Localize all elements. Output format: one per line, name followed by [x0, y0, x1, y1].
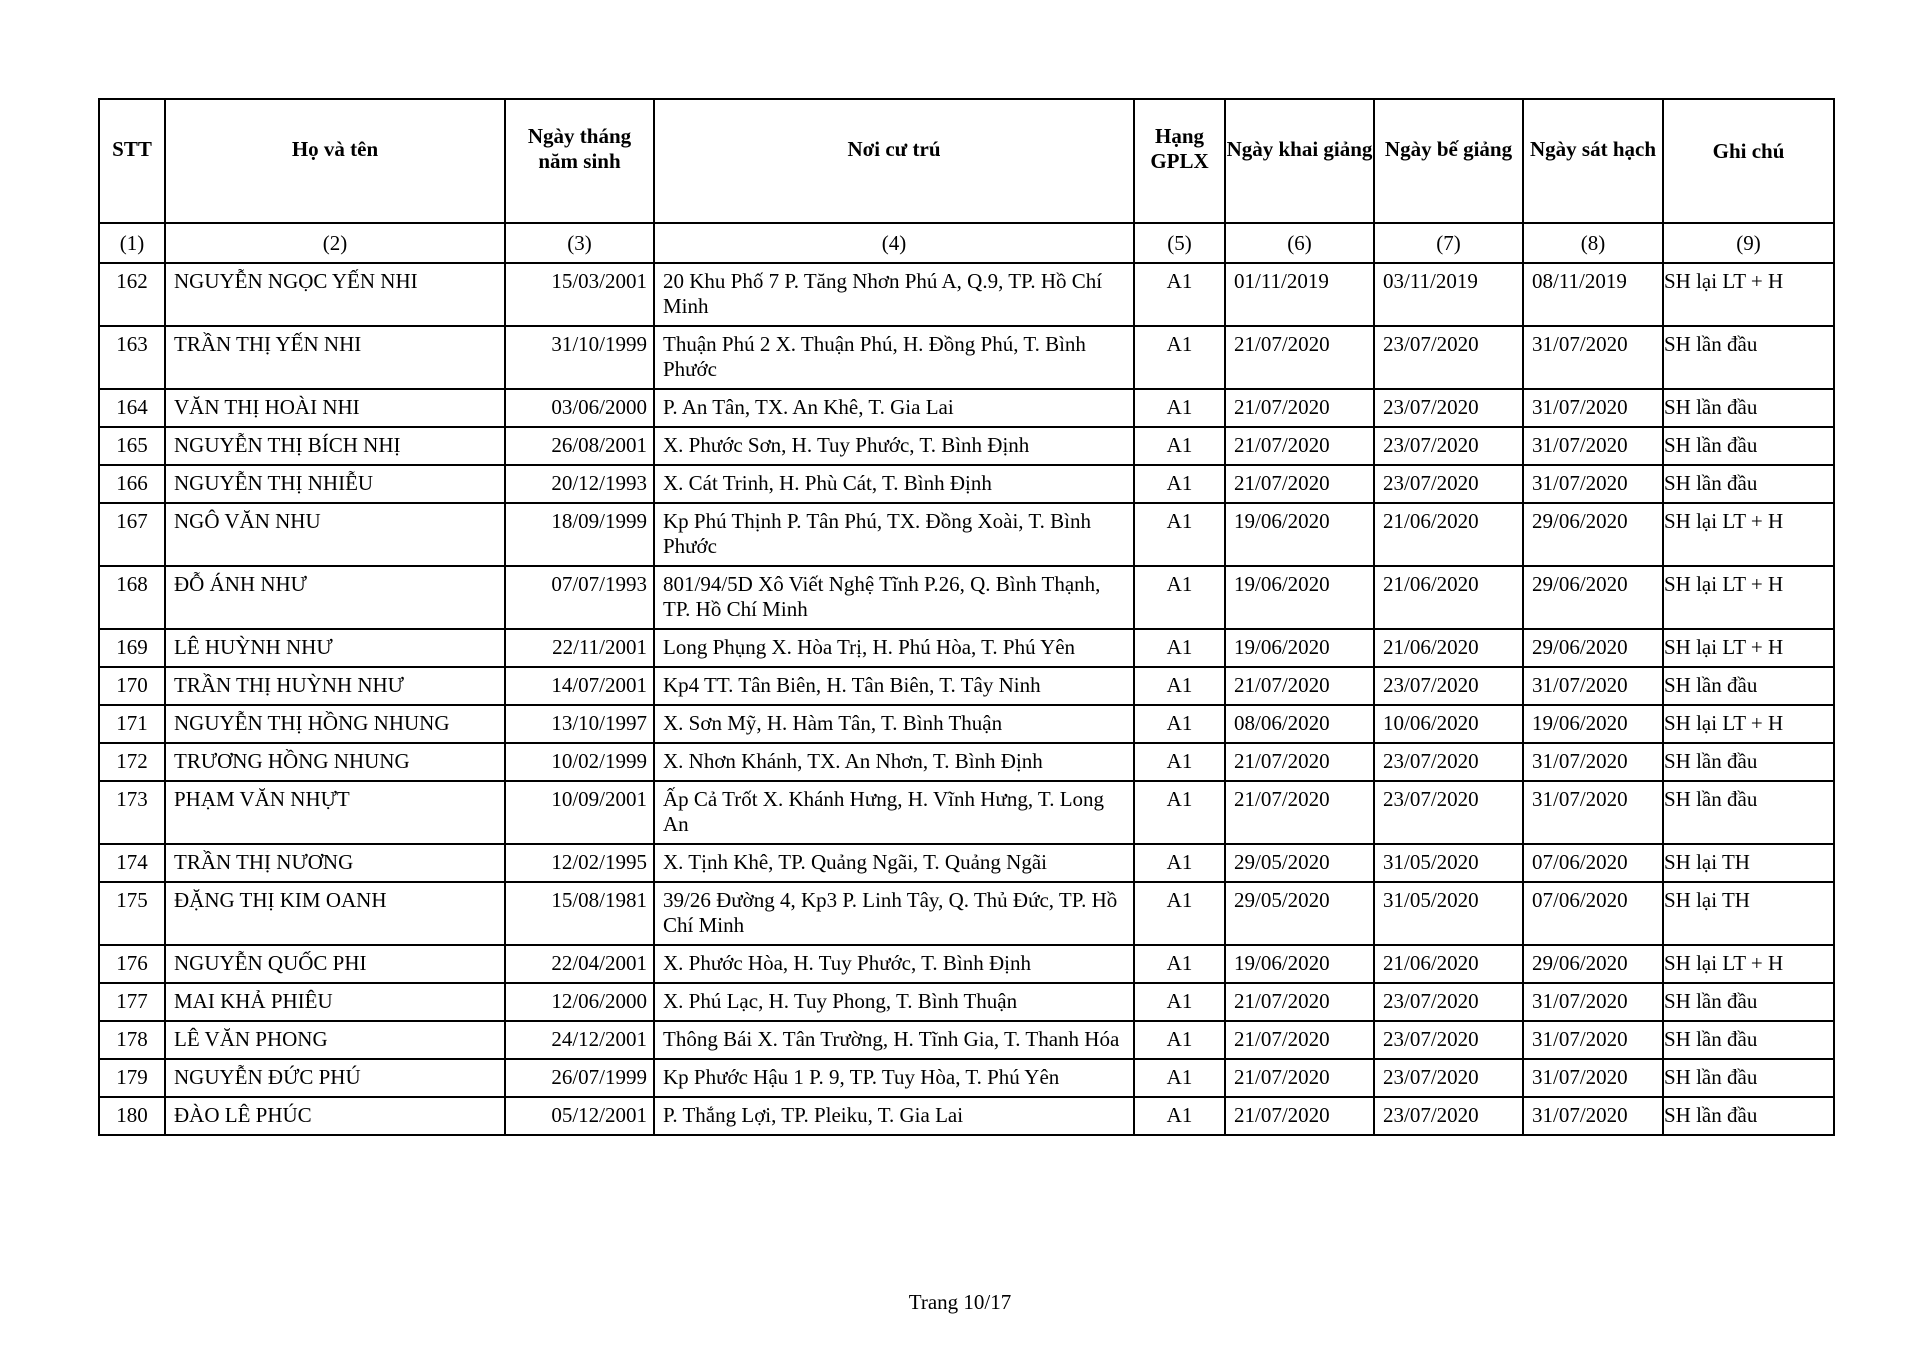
end-date-cell: 23/07/2020	[1374, 465, 1523, 503]
address-cell: X. Sơn Mỹ, H. Hàm Tân, T. Bình Thuận	[654, 705, 1134, 743]
start-date-cell: 01/11/2019	[1225, 263, 1374, 326]
license-class-cell: A1	[1134, 465, 1225, 503]
license-class-cell: A1	[1134, 705, 1225, 743]
exam-date-cell: 29/06/2020	[1523, 566, 1663, 629]
dob-cell: 22/11/2001	[505, 629, 654, 667]
license-class-cell: A1	[1134, 983, 1225, 1021]
end-date-cell: 21/06/2020	[1374, 945, 1523, 983]
dob-cell: 26/08/2001	[505, 427, 654, 465]
start-date-cell: 19/06/2020	[1225, 566, 1374, 629]
end-date-cell: 23/07/2020	[1374, 667, 1523, 705]
name-cell: LÊ HUỲNH NHƯ	[165, 629, 505, 667]
license-class-cell: A1	[1134, 427, 1225, 465]
note-cell: SH lại LT + H	[1663, 263, 1834, 326]
exam-date-cell: 31/07/2020	[1523, 389, 1663, 427]
dob-cell: 20/12/1993	[505, 465, 654, 503]
license-class-cell: A1	[1134, 503, 1225, 566]
start-date-cell: 08/06/2020	[1225, 705, 1374, 743]
address-cell: 20 Khu Phố 7 P. Tăng Nhơn Phú A, Q.9, TP. Hồ Chí Minh	[654, 263, 1134, 326]
column-number: (1)	[99, 223, 165, 263]
table-row	[99, 465, 1834, 503]
start-date-cell: 19/06/2020	[1225, 629, 1374, 667]
address-cell: Long Phụng X. Hòa Trị, H. Phú Hòa, T. Phú Yên	[654, 629, 1134, 667]
table-row	[99, 844, 1834, 882]
note-cell: SH lại LT + H	[1663, 945, 1834, 983]
address-cell: X. Phước Hòa, H. Tuy Phước, T. Bình Định	[654, 945, 1134, 983]
column-number-row	[99, 223, 1834, 263]
dob-cell: 12/06/2000	[505, 983, 654, 1021]
stt-cell: 173	[99, 781, 165, 844]
dob-cell: 18/09/1999	[505, 503, 654, 566]
table-row	[99, 1097, 1834, 1135]
end-date-cell: 23/07/2020	[1374, 326, 1523, 389]
note-cell: SH lại TH	[1663, 882, 1834, 945]
license-class-cell: A1	[1134, 1097, 1225, 1135]
end-date-cell: 31/05/2020	[1374, 844, 1523, 882]
exam-date-cell: 31/07/2020	[1523, 465, 1663, 503]
start-date-cell: 21/07/2020	[1225, 743, 1374, 781]
stt-cell: 179	[99, 1059, 165, 1097]
exam-date-cell: 29/06/2020	[1523, 503, 1663, 566]
note-cell: SH lần đầu	[1663, 1097, 1834, 1135]
exam-date-cell: 31/07/2020	[1523, 983, 1663, 1021]
end-date-cell: 31/05/2020	[1374, 882, 1523, 945]
exam-date-cell: 07/06/2020	[1523, 844, 1663, 882]
exam-date-cell: 31/07/2020	[1523, 1097, 1663, 1135]
end-date-cell: 23/07/2020	[1374, 983, 1523, 1021]
end-date-cell: 21/06/2020	[1374, 566, 1523, 629]
start-date-cell: 19/06/2020	[1225, 503, 1374, 566]
start-date-cell: 21/07/2020	[1225, 1097, 1374, 1135]
stt-cell: 172	[99, 743, 165, 781]
address-cell: 801/94/5D Xô Viết Nghệ Tĩnh P.26, Q. Bình Thạnh, TP. Hồ Chí Minh	[654, 566, 1134, 629]
exam-date-cell: 31/07/2020	[1523, 667, 1663, 705]
stt-cell: 170	[99, 667, 165, 705]
dob-cell: 05/12/2001	[505, 1097, 654, 1135]
table-row	[99, 503, 1834, 566]
table-row	[99, 629, 1834, 667]
stt-cell: 174	[99, 844, 165, 882]
header-row	[99, 99, 1834, 223]
start-date-cell: 21/07/2020	[1225, 465, 1374, 503]
stt-cell: 180	[99, 1097, 165, 1135]
table-row	[99, 1059, 1834, 1097]
address-cell: Thuận Phú 2 X. Thuận Phú, H. Đồng Phú, T. Bình Phước	[654, 326, 1134, 389]
page-number: Trang 10/17	[908, 1290, 1012, 1314]
start-date-cell: 21/07/2020	[1225, 781, 1374, 844]
name-cell: NGÔ VĂN NHU	[165, 503, 505, 566]
exam-date-cell: 31/07/2020	[1523, 781, 1663, 844]
address-cell: Thông Bái X. Tân Trường, H. Tĩnh Gia, T. Thanh Hóa	[654, 1021, 1134, 1059]
name-cell: NGUYỄN THỊ NHIỄU	[165, 465, 505, 503]
stt-cell: 163	[99, 326, 165, 389]
name-cell: PHẠM VĂN NHỰT	[165, 781, 505, 844]
table-row	[99, 263, 1834, 326]
license-class-cell: A1	[1134, 629, 1225, 667]
start-date-cell: 21/07/2020	[1225, 983, 1374, 1021]
end-date-cell: 23/07/2020	[1374, 1097, 1523, 1135]
note-cell: SH lần đầu	[1663, 743, 1834, 781]
address-cell: X. Phú Lạc, H. Tuy Phong, T. Bình Thuận	[654, 983, 1134, 1021]
dob-cell: 12/02/1995	[505, 844, 654, 882]
exam-date-cell: 29/06/2020	[1523, 945, 1663, 983]
license-class-cell: A1	[1134, 1059, 1225, 1097]
address-cell: P. An Tân, TX. An Khê, T. Gia Lai	[654, 389, 1134, 427]
exam-date-cell: 08/11/2019	[1523, 263, 1663, 326]
address-cell: X. Cát Trinh, H. Phù Cát, T. Bình Định	[654, 465, 1134, 503]
column-number: (5)	[1134, 223, 1225, 263]
dob-cell: 07/07/1993	[505, 566, 654, 629]
license-class-cell: A1	[1134, 389, 1225, 427]
exam-date-cell: 31/07/2020	[1523, 1059, 1663, 1097]
end-date-cell: 23/07/2020	[1374, 743, 1523, 781]
note-cell: SH lần đầu	[1663, 1059, 1834, 1097]
dob-cell: 15/08/1981	[505, 882, 654, 945]
stt-cell: 162	[99, 263, 165, 326]
name-cell: TRẦN THỊ HUỲNH NHƯ	[165, 667, 505, 705]
stt-cell: 169	[99, 629, 165, 667]
note-cell: SH lại LT + H	[1663, 629, 1834, 667]
table-row	[99, 882, 1834, 945]
end-date-cell: 23/07/2020	[1374, 1059, 1523, 1097]
end-date-cell: 21/06/2020	[1374, 503, 1523, 566]
start-date-cell: 21/07/2020	[1225, 1059, 1374, 1097]
end-date-cell: 10/06/2020	[1374, 705, 1523, 743]
note-cell: SH lần đầu	[1663, 983, 1834, 1021]
roster-table	[98, 98, 1835, 1136]
end-date-cell: 23/07/2020	[1374, 781, 1523, 844]
table-row	[99, 566, 1834, 629]
name-cell: VĂN THỊ HOÀI NHI	[165, 389, 505, 427]
name-cell: MAI KHẢ PHIÊU	[165, 983, 505, 1021]
name-cell: ĐỖ ÁNH NHƯ	[165, 566, 505, 629]
start-date-cell: 21/07/2020	[1225, 389, 1374, 427]
start-date-cell: 19/06/2020	[1225, 945, 1374, 983]
name-cell: TRƯƠNG HỒNG NHUNG	[165, 743, 505, 781]
stt-cell: 175	[99, 882, 165, 945]
note-cell: SH lần đầu	[1663, 427, 1834, 465]
note-cell: SH lại TH	[1663, 844, 1834, 882]
header-dob: Ngày tháng năm sinh	[505, 99, 654, 223]
stt-cell: 164	[99, 389, 165, 427]
stt-cell: 171	[99, 705, 165, 743]
name-cell: NGUYỄN ĐỨC PHÚ	[165, 1059, 505, 1097]
stt-cell: 177	[99, 983, 165, 1021]
end-date-cell: 21/06/2020	[1374, 629, 1523, 667]
name-cell: LÊ VĂN PHONG	[165, 1021, 505, 1059]
note-cell: SH lại LT + H	[1663, 705, 1834, 743]
end-date-cell: 23/07/2020	[1374, 1021, 1523, 1059]
license-class-cell: A1	[1134, 326, 1225, 389]
name-cell: TRẦN THỊ NƯƠNG	[165, 844, 505, 882]
dob-cell: 10/09/2001	[505, 781, 654, 844]
header-start-date: Ngày khai giảng	[1225, 99, 1374, 223]
start-date-cell: 29/05/2020	[1225, 882, 1374, 945]
note-cell: SH lần đầu	[1663, 465, 1834, 503]
start-date-cell: 29/05/2020	[1225, 844, 1374, 882]
end-date-cell: 23/07/2020	[1374, 389, 1523, 427]
license-class-cell: A1	[1134, 263, 1225, 326]
stt-cell: 165	[99, 427, 165, 465]
exam-date-cell: 31/07/2020	[1523, 1021, 1663, 1059]
stt-cell: 176	[99, 945, 165, 983]
header-note: Ghi chú	[1663, 99, 1834, 223]
license-class-cell: A1	[1134, 566, 1225, 629]
license-class-cell: A1	[1134, 844, 1225, 882]
note-cell: SH lại LT + H	[1663, 503, 1834, 566]
stt-cell: 167	[99, 503, 165, 566]
start-date-cell: 21/07/2020	[1225, 667, 1374, 705]
header-name: Họ và tên	[165, 99, 505, 223]
exam-date-cell: 31/07/2020	[1523, 326, 1663, 389]
note-cell: SH lần đầu	[1663, 326, 1834, 389]
address-cell: Kp4 TT. Tân Biên, H. Tân Biên, T. Tây Ninh	[654, 667, 1134, 705]
license-class-cell: A1	[1134, 667, 1225, 705]
note-cell: SH lại LT + H	[1663, 566, 1834, 629]
exam-date-cell: 31/07/2020	[1523, 427, 1663, 465]
dob-cell: 31/10/1999	[505, 326, 654, 389]
column-number: (3)	[505, 223, 654, 263]
address-cell: P. Thắng Lợi, TP. Pleiku, T. Gia Lai	[654, 1097, 1134, 1135]
column-number: (9)	[1663, 223, 1834, 263]
column-number: (4)	[654, 223, 1134, 263]
start-date-cell: 21/07/2020	[1225, 1021, 1374, 1059]
name-cell: ĐÀO LÊ PHÚC	[165, 1097, 505, 1135]
table-row	[99, 705, 1834, 743]
column-number: (2)	[165, 223, 505, 263]
stt-cell: 166	[99, 465, 165, 503]
address-cell: Kp Phước Hậu 1 P. 9, TP. Tuy Hòa, T. Phú Yên	[654, 1059, 1134, 1097]
note-cell: SH lần đầu	[1663, 1021, 1834, 1059]
dob-cell: 14/07/2001	[505, 667, 654, 705]
dob-cell: 24/12/2001	[505, 1021, 654, 1059]
license-class-cell: A1	[1134, 743, 1225, 781]
address-cell: X. Tịnh Khê, TP. Quảng Ngãi, T. Quảng Ngãi	[654, 844, 1134, 882]
name-cell: NGUYỄN NGỌC YẾN NHI	[165, 263, 505, 326]
dob-cell: 15/03/2001	[505, 263, 654, 326]
column-number: (6)	[1225, 223, 1374, 263]
license-class-cell: A1	[1134, 1021, 1225, 1059]
dob-cell: 13/10/1997	[505, 705, 654, 743]
license-class-cell: A1	[1134, 945, 1225, 983]
dob-cell: 10/02/1999	[505, 743, 654, 781]
header-address: Nơi cư trú	[654, 99, 1134, 223]
address-cell: X. Phước Sơn, H. Tuy Phước, T. Bình Định	[654, 427, 1134, 465]
header-stt: STT	[99, 99, 165, 223]
address-cell: Ấp Cả Trốt X. Khánh Hưng, H. Vĩnh Hưng, T. Long An	[654, 781, 1134, 844]
exam-date-cell: 07/06/2020	[1523, 882, 1663, 945]
exam-date-cell: 29/06/2020	[1523, 629, 1663, 667]
table-row	[99, 389, 1834, 427]
dob-cell: 22/04/2001	[505, 945, 654, 983]
end-date-cell: 03/11/2019	[1374, 263, 1523, 326]
table-row	[99, 1021, 1834, 1059]
name-cell: NGUYỄN QUỐC PHI	[165, 945, 505, 983]
table-row	[99, 945, 1834, 983]
table-row	[99, 427, 1834, 465]
name-cell: NGUYỄN THỊ HỒNG NHUNG	[165, 705, 505, 743]
start-date-cell: 21/07/2020	[1225, 326, 1374, 389]
table-row	[99, 743, 1834, 781]
column-number: (7)	[1374, 223, 1523, 263]
license-class-cell: A1	[1134, 882, 1225, 945]
start-date-cell: 21/07/2020	[1225, 427, 1374, 465]
header-license-class: Hạng GPLX	[1134, 99, 1225, 223]
table-row	[99, 667, 1834, 705]
note-cell: SH lần đầu	[1663, 389, 1834, 427]
table-row	[99, 983, 1834, 1021]
address-cell: 39/26 Đường 4, Kp3 P. Linh Tây, Q. Thủ Đức, TP. Hồ Chí Minh	[654, 882, 1134, 945]
header-end-date: Ngày bế giảng	[1374, 99, 1523, 223]
dob-cell: 26/07/1999	[505, 1059, 654, 1097]
stt-cell: 168	[99, 566, 165, 629]
table-row	[99, 326, 1834, 389]
stt-cell: 178	[99, 1021, 165, 1059]
table-row	[99, 781, 1834, 844]
column-number: (8)	[1523, 223, 1663, 263]
name-cell: TRẦN THỊ YẾN NHI	[165, 326, 505, 389]
name-cell: NGUYỄN THỊ BÍCH NHỊ	[165, 427, 505, 465]
address-cell: Kp Phú Thịnh P. Tân Phú, TX. Đồng Xoài, T. Bình Phước	[654, 503, 1134, 566]
note-cell: SH lần đầu	[1663, 667, 1834, 705]
exam-date-cell: 31/07/2020	[1523, 743, 1663, 781]
address-cell: X. Nhơn Khánh, TX. An Nhơn, T. Bình Định	[654, 743, 1134, 781]
license-class-cell: A1	[1134, 781, 1225, 844]
header-exam-date: Ngày sát hạch	[1523, 99, 1663, 223]
dob-cell: 03/06/2000	[505, 389, 654, 427]
end-date-cell: 23/07/2020	[1374, 427, 1523, 465]
exam-date-cell: 19/06/2020	[1523, 705, 1663, 743]
note-cell: SH lần đầu	[1663, 781, 1834, 844]
name-cell: ĐẶNG THỊ KIM OANH	[165, 882, 505, 945]
